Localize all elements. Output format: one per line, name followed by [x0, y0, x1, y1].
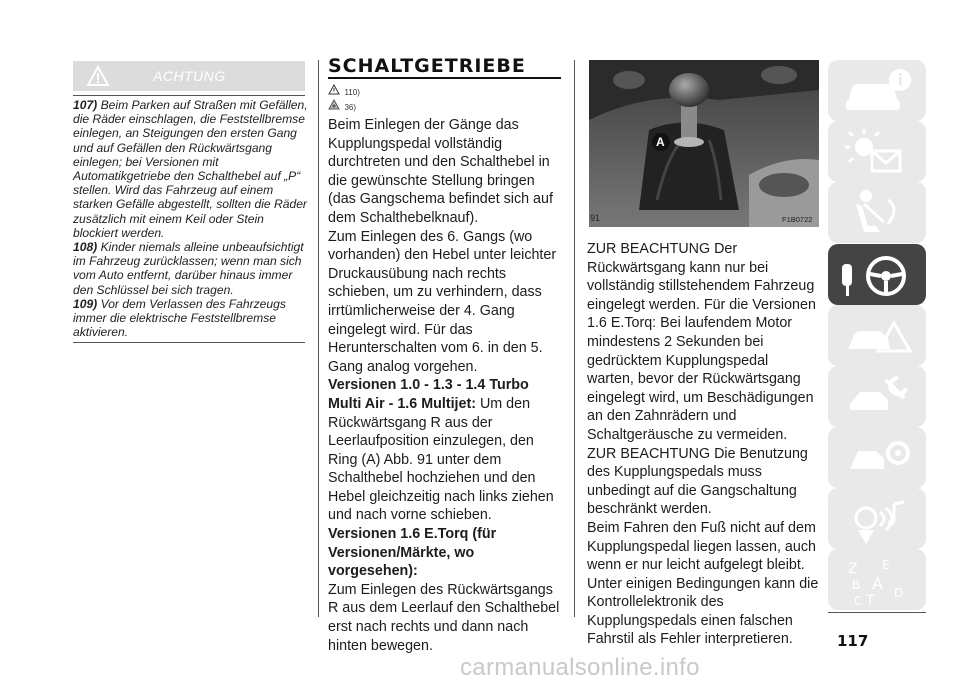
- column-divider: [574, 60, 575, 617]
- tab-maintenance[interactable]: [828, 366, 926, 427]
- right-column-text: [587, 240, 819, 649]
- wrench-maintenance-icon: [828, 366, 926, 427]
- reference-36: [328, 97, 356, 115]
- index-letter: C: [854, 594, 863, 608]
- car-breakdown-icon: [828, 305, 926, 366]
- index-letter: B: [852, 578, 861, 592]
- warning-body: [73, 98, 308, 339]
- paragraph: Zum Einlegen des 6. Gangs (wo vorhanden) den Hebel unter leichter Druckausübung nach rechts schieben, um zu verhindern, dass irrtümlicherweise der 4. Gang eingelegt wird. Für das Herunterschalten vom 6. in den 5. Gang analog vorgehen.: [328, 228, 557, 375]
- warning-item-text: Beim Parken auf Straßen mit Gefällen, die Räder einschlagen, die Feststellbremse einlegen, an Steigungen den ersten Gang und auf Gefällen den Rückwärtsgang einlegen; bei Versionen mit Automatikgetriebe den Schalthebel auf „P“ stellen. Wird das Fahrzeug auf einem starken Gefälle abgestellt, sollten die Räder zusätzlich mit einem Keil oder Stein blockiert werden.: [73, 98, 308, 240]
- page-number-rule: [828, 612, 926, 613]
- key-steering-wheel-icon: [828, 244, 926, 305]
- warning-item: [73, 98, 308, 240]
- index-letter: Z: [848, 561, 858, 577]
- warning-item-number: 108): [73, 240, 98, 255]
- subheading: Versionen 1.6 E.Torq (für Versionen/Märkte, wo vorgesehen):: [328, 526, 497, 580]
- warning-title: ACHTUNG: [153, 68, 226, 84]
- paragraph: Beim Einlegen der Gänge das Kupplungspedal vollständig durchtreten und den Schalthebel in die gewünschte Stellung bringen (das Gangschema befindet sich auf dem Schalthebelknauf).: [328, 117, 553, 226]
- index-letter: A: [872, 574, 883, 593]
- index-letter: E: [882, 558, 890, 572]
- warning-item-number: 109): [73, 296, 98, 311]
- index-letter: D: [894, 586, 904, 600]
- warning-header: [73, 61, 305, 91]
- multimedia-icon: [828, 488, 926, 549]
- technical-data-icon: [828, 427, 926, 488]
- tab-index[interactable]: [828, 549, 926, 610]
- section-title: SCHALTGETRIEBE: [328, 55, 526, 77]
- warning-item-number: 107): [73, 98, 98, 112]
- section-title-rule: [328, 77, 561, 79]
- reference-number: 110): [344, 88, 360, 97]
- figure-number: 91: [590, 213, 601, 223]
- warning-rule-bottom: [73, 342, 305, 343]
- warning-item: [73, 297, 308, 340]
- column-divider: [318, 60, 319, 617]
- tab-starting-driving[interactable]: [828, 244, 926, 305]
- tab-warning-lights[interactable]: [828, 121, 926, 182]
- tab-technical-data[interactable]: [828, 427, 926, 488]
- page-number: 117: [837, 632, 869, 650]
- warning-rule-top: [73, 95, 305, 96]
- paragraph: ZUR BEACHTUNG Der Rückwärtsgang kann nur bei vollständig stillstehendem Fahrzeug eingelegt werden. Für die Versionen 1.6 E.Torq: Bei laufendem Motor mindestens 2 Sekunden bei gedrücktem Kupplungspedal warten, bevor der Rückwärtsgang eingelegt wird, um Beschädigungen an den Zahnrädern und Schaltgeräusche zu vermeiden.: [587, 241, 816, 443]
- index-letter: T: [866, 593, 875, 609]
- warning-item-text: Vor dem Verlassen des Fahrzeugs immer die elektrische Feststellbremse aktivieren.: [73, 296, 286, 340]
- warning-item: [73, 240, 308, 297]
- gearshift-photo: [589, 60, 819, 227]
- warning-triangle-icon: [87, 65, 109, 87]
- tab-car-info[interactable]: [828, 60, 926, 121]
- tab-multimedia[interactable]: [828, 488, 926, 549]
- paragraph: ZUR BEACHTUNG Die Benutzung des Kupplungspedals muss unbedingt auf die Gangschaltung beschränkt werden.: [587, 445, 808, 518]
- subheading: Versionen 1.0 - 1.3 - 1.4 Turbo Multi Air - 1.6 Multijet:: [328, 377, 529, 412]
- tab-emergency[interactable]: [828, 305, 926, 366]
- car-info-icon: [828, 60, 926, 121]
- paragraph: [328, 525, 564, 655]
- caution-small-icon: [328, 99, 340, 110]
- paragraph: [328, 376, 564, 525]
- paragraph: Beim Fahren den Fuß nicht auf dem Kupplungspedal liegen lassen, auch wenn er nur leicht aufgelegt bleibt. Unter einigen Bedingungen kann die Kontrollelektronik des Kupplungspedals einen falschen Fahrstil als Fehler interpretieren.: [587, 519, 819, 648]
- paragraph-text: Um den Rückwärtsgang R aus der Leerlaufposition einzulegen, den Ring (A) Abb. 91 unter dem Schalthebel hochziehen und den Hebel gleichzeitig nach links ziehen und nach vorne schieben.: [328, 395, 554, 524]
- index-icon: [828, 549, 926, 610]
- paragraph-text: Zum Einlegen des Rückwärtsgangs R aus dem Leerlauf den Schalthebel erst nach rechts und dann nach hinten bewegen.: [328, 581, 560, 654]
- reference-number: 36): [344, 103, 357, 112]
- warning-small-icon: [328, 84, 340, 95]
- seat-airbag-icon: [828, 182, 926, 243]
- warning-lights-icon: [828, 121, 926, 182]
- figure-code: F1B0722: [782, 215, 813, 224]
- middle-column-text: [328, 116, 564, 655]
- figure-callout-a: A: [656, 135, 665, 149]
- tab-safety[interactable]: [828, 182, 926, 243]
- warning-item-text: Kinder niemals alleine unbeaufsichtigt im Fahrzeug zurücklassen; wenn man sich vom Auto entfernt, darüber hinaus immer den Schlüssel bei sich tragen.: [73, 240, 304, 297]
- watermark: carmanualsonline.info: [460, 654, 700, 681]
